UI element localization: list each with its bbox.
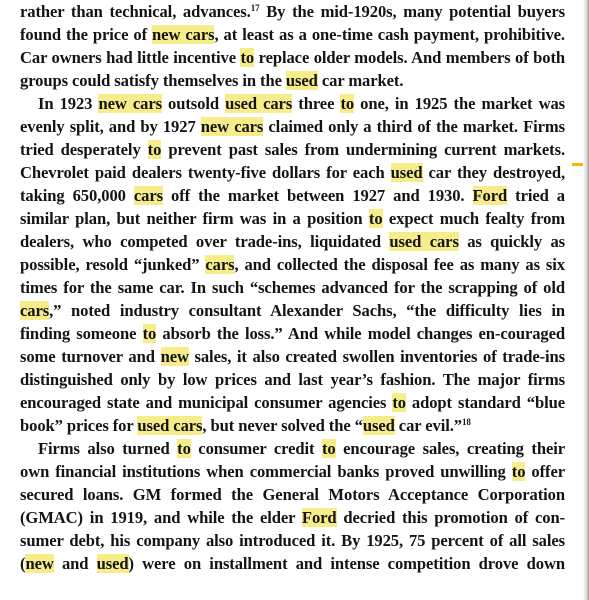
text-line — [20, 345, 565, 368]
text-line — [20, 138, 565, 161]
highlighted-text: used — [362, 416, 395, 435]
text-span: car market. — [317, 71, 404, 90]
text-span: dealers, who competed over trade-ins, liquidated — [20, 232, 390, 251]
text-line — [20, 253, 565, 276]
highlighted-text: to — [511, 462, 526, 481]
text-line — [20, 184, 565, 207]
text-span: secured loans. GM formed the General Motors Acceptance Corporation — [20, 485, 565, 504]
text-span: similar plan, but neither firm was in a position — [20, 209, 369, 228]
highlighted-text: to — [177, 439, 191, 458]
body-text — [20, 0, 565, 575]
text-span: , but never solved the “ — [202, 416, 363, 435]
text-line — [20, 276, 565, 299]
text-span: In 1923 — [38, 94, 99, 113]
highlighted-text: cars — [133, 186, 163, 205]
text-span: By the mid-1920s, many potential buyers — [259, 2, 565, 21]
highlighted-text: used — [96, 554, 129, 573]
text-span: evenly split, and by 1927 — [20, 117, 201, 136]
text-line — [20, 0, 565, 23]
footnote-ref: 17 — [250, 3, 260, 13]
text-span: decried this promotion of con- — [336, 508, 565, 527]
highlighted-text: used cars — [137, 416, 203, 435]
text-line — [20, 46, 565, 69]
text-line — [20, 115, 565, 138]
highlighted-text: to — [392, 393, 406, 412]
text-span: replace older models. And members of both — [254, 48, 566, 67]
text-span: three — [292, 94, 341, 113]
highlighted-text: to — [368, 209, 383, 228]
text-line — [20, 322, 565, 345]
highlighted-text: new cars — [98, 94, 162, 113]
text-line — [20, 391, 565, 414]
text-line — [20, 299, 565, 322]
text-span: some turnover and — [20, 347, 161, 366]
text-span: ,” noted industry consultant Alexander Sachs, “the difficulty lies in — [49, 301, 565, 320]
footnote-ref: 18 — [462, 417, 471, 427]
paragraph — [20, 437, 565, 575]
text-span: sales, it also created swollen inventories of trade-ins — [188, 347, 566, 366]
text-span: encouraged state and municipal consumer agencies — [20, 393, 393, 412]
text-line — [20, 207, 565, 230]
text-span: Car owners had little incentive — [20, 48, 241, 67]
text-span: possible, resold “junked” — [20, 255, 206, 274]
text-line — [20, 92, 565, 115]
highlighted-text: used — [285, 71, 318, 90]
text-span: car evil.” — [394, 416, 463, 435]
highlighted-text: used — [390, 163, 423, 182]
text-span: encourage sales, creating their — [335, 439, 565, 458]
text-line — [20, 414, 565, 437]
text-span: one, in 1925 the market was — [354, 94, 566, 113]
text-line — [20, 460, 565, 483]
text-line — [20, 69, 565, 92]
text-span: claimed only a third of the market. Firms — [263, 117, 566, 136]
text-line — [20, 368, 565, 391]
highlighted-text: to — [240, 48, 255, 67]
text-span: book” prices for — [20, 416, 138, 435]
text-span: car they destroyed, — [422, 163, 565, 182]
text-span: Chevrolet paid dealers twenty-five dollars for each — [20, 163, 391, 182]
highlighted-text: to — [340, 94, 355, 113]
text-span: taking 650,000 — [20, 186, 134, 205]
text-span: off the market between 1927 and 1930. — [162, 186, 473, 205]
text-span: prevent past sales from undermining current markets. — [161, 140, 565, 159]
text-span: distinguished only by low prices and last year’s fashion. The major firms — [20, 370, 565, 389]
text-span: tried a — [507, 186, 566, 205]
text-line — [20, 529, 565, 552]
highlighted-text: new cars — [152, 25, 215, 44]
highlighted-text: Ford — [301, 508, 337, 527]
text-span: finding someone — [20, 324, 143, 343]
text-span: expect much fealty from — [382, 209, 566, 228]
highlighted-text: new — [25, 554, 54, 573]
text-span: own financial institutions when commercial banks proved unwilling — [20, 462, 512, 481]
text-span: ) were on installment and intense competition drove down — [128, 554, 565, 573]
page-edge-shadow — [583, 0, 589, 600]
text-span: rather than technical, advances. — [20, 2, 251, 21]
paragraph — [20, 0, 565, 92]
highlighted-text: to — [142, 324, 157, 343]
text-line — [20, 161, 565, 184]
text-span: offer — [525, 462, 565, 481]
text-span: adopt standard “blue — [405, 393, 565, 412]
text-line — [20, 23, 565, 46]
highlighted-text: Ford — [472, 186, 508, 205]
highlighted-text: used cars — [389, 232, 459, 251]
text-span: groups could satisfy themselves in the — [20, 71, 286, 90]
text-span: , at least as a one-time cash payment, prohibitive. — [214, 25, 565, 44]
text-line — [20, 506, 565, 529]
text-line — [20, 437, 565, 460]
text-span: Firms also turned — [38, 439, 178, 458]
highlighted-text: to — [322, 439, 336, 458]
highlighted-text: cars — [20, 301, 50, 320]
text-line — [20, 483, 565, 506]
highlighted-text: cars — [205, 255, 235, 274]
text-span: and — [53, 554, 97, 573]
paragraph — [20, 92, 565, 437]
text-span: absorb the loss.” And while model changes en-couraged — [156, 324, 566, 343]
text-span: times for the same car. In such “schemes advanced for the scrapping of old — [20, 278, 565, 297]
text-span: found the price of — [20, 25, 153, 44]
text-span: consumer credit — [190, 439, 322, 458]
text-span: outsold — [161, 94, 226, 113]
text-span: as quickly as — [458, 232, 566, 251]
highlighted-text: to — [147, 140, 162, 159]
text-span: , and collected the disposal fee as many as six — [234, 255, 565, 274]
text-line — [20, 552, 565, 575]
text-span: (GMAC) in 1919, and while the elder — [20, 508, 302, 527]
text-span: sumer debt, his company also introduced it. By 1925, 75 percent of all sales — [20, 531, 565, 550]
text-line — [20, 230, 565, 253]
text-span: ( — [20, 554, 26, 573]
highlighted-text: used cars — [225, 94, 293, 113]
highlighted-text: new — [160, 347, 189, 366]
text-span: tried desperately — [20, 140, 148, 159]
highlighted-text: new cars — [200, 117, 264, 136]
